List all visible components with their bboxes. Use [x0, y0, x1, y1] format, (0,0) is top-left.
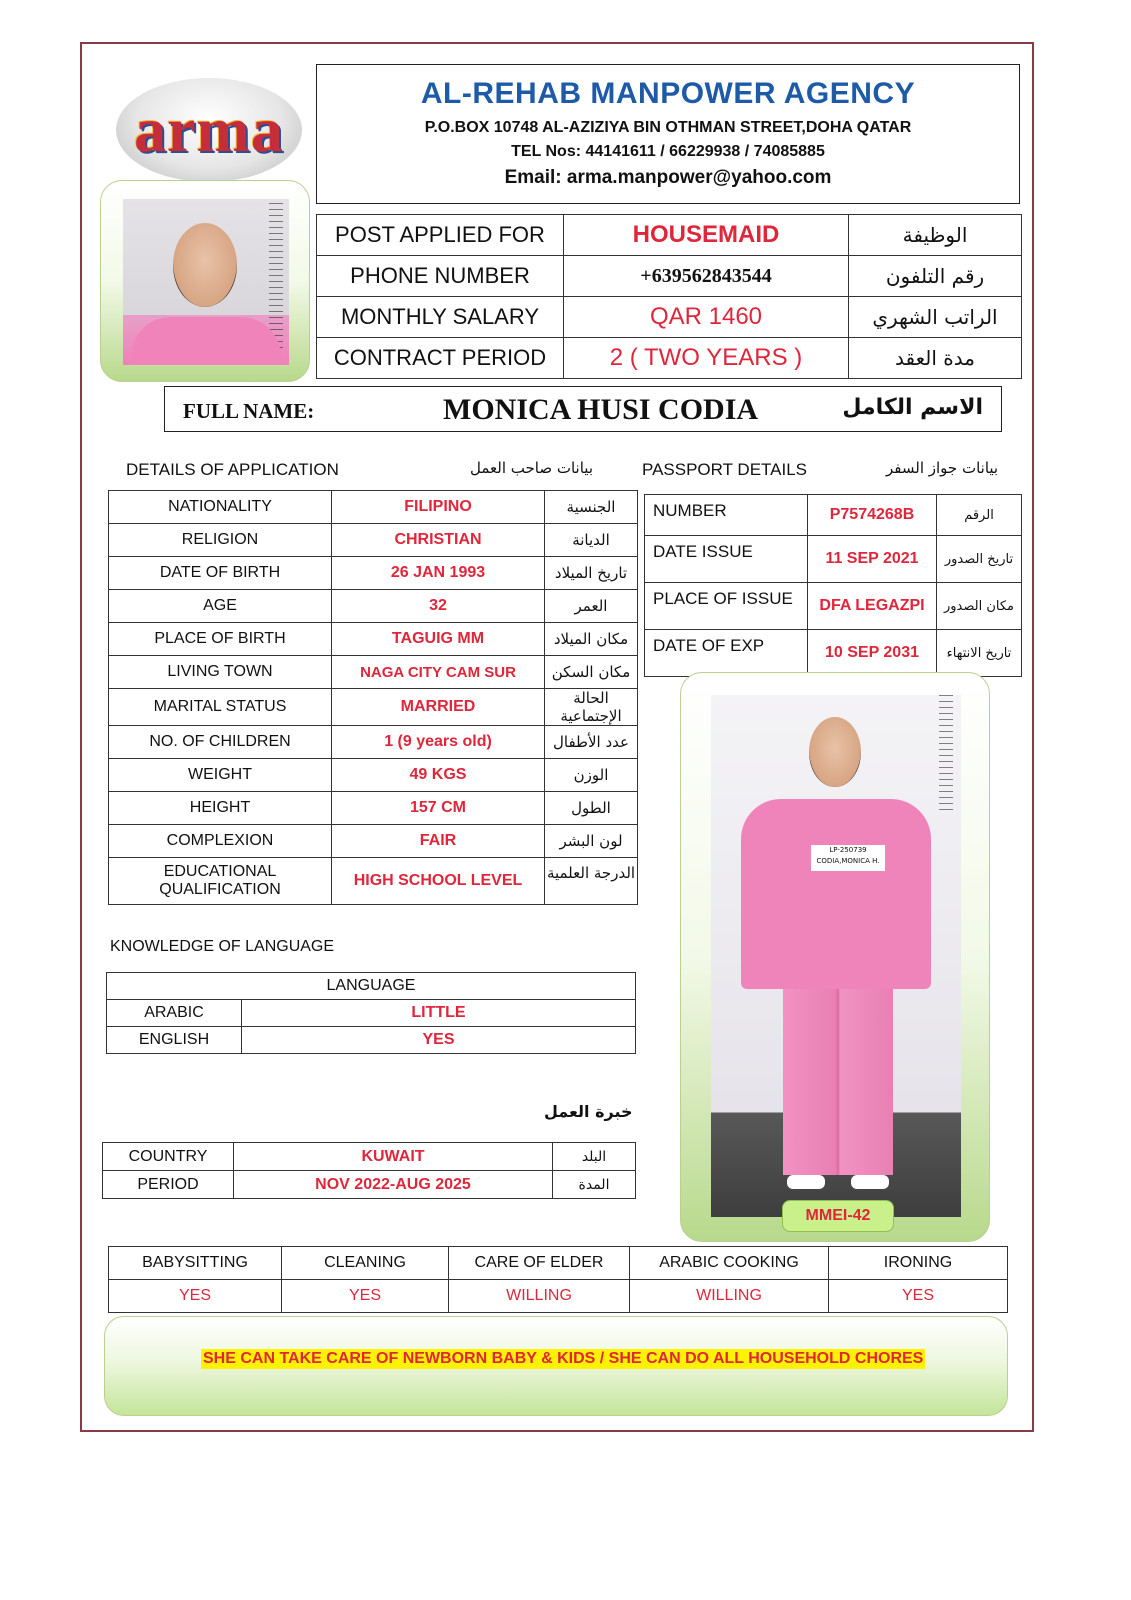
field-arabic: الدرجة العلمية — [545, 858, 638, 905]
field-label: EDUCATIONAL QUALIFICATION — [109, 858, 332, 905]
field-value: 157 CM — [332, 792, 545, 825]
field-arabic: مكان الميلاد — [545, 623, 638, 656]
table-row — [109, 792, 638, 825]
full-name-label: FULL NAME: — [183, 399, 315, 423]
table-row — [109, 590, 638, 623]
work-experience-title-arabic: خبرة العمل — [544, 1102, 633, 1121]
skill-label: BABYSITTING — [109, 1247, 282, 1280]
field-value: 10 SEP 2031 — [808, 630, 937, 677]
language-level: LITTLE — [242, 1000, 636, 1027]
field-arabic: لون البشر — [545, 825, 638, 858]
post-row — [317, 256, 1022, 297]
agency-name: AL-REHAB MANPOWER AGENCY — [420, 77, 916, 110]
post-table — [316, 214, 1022, 379]
table-row — [109, 825, 638, 858]
field-label: LIVING TOWN — [109, 656, 332, 689]
field-label: DATE OF BIRTH — [109, 557, 332, 590]
post-label: MONTHLY SALARY — [317, 297, 564, 338]
full-body-photo — [711, 695, 961, 1217]
work-experience-table — [102, 1142, 636, 1199]
portrait-photo-frame — [100, 180, 310, 382]
table-row — [107, 1027, 636, 1054]
table-row — [107, 973, 636, 1000]
field-label: NUMBER — [645, 495, 808, 536]
field-value: DFA LEGAZPI — [808, 583, 937, 630]
post-label: PHONE NUMBER — [317, 256, 564, 297]
post-row — [317, 297, 1022, 338]
field-arabic: تاريخ الصدور — [937, 536, 1022, 583]
field-arabic: الطول — [545, 792, 638, 825]
field-value: FILIPINO — [332, 491, 545, 524]
field-label: PLACE OF BIRTH — [109, 623, 332, 656]
skills-header-row — [109, 1247, 1008, 1280]
skill-label: ARABIC COOKING — [630, 1247, 829, 1280]
passport-table — [644, 494, 1022, 677]
full-name-arabic: الاسم الكامل — [842, 395, 983, 420]
application-title: DETAILS OF APPLICATION — [126, 460, 339, 479]
field-label: COMPLEXION — [109, 825, 332, 858]
table-row — [103, 1143, 636, 1171]
skill-label: CLEANING — [282, 1247, 449, 1280]
field-value: CHRISTIAN — [332, 524, 545, 557]
field-label: PERIOD — [103, 1171, 234, 1199]
passport-title-arabic: بيانات جواز السفر — [886, 459, 999, 477]
language-name: ENGLISH — [107, 1027, 242, 1054]
field-arabic: الرقم — [937, 495, 1022, 536]
post-arabic: مدة العقد — [849, 338, 1022, 379]
post-value: HOUSEMAID — [564, 215, 849, 256]
post-arabic: رقم التلفون — [849, 256, 1022, 297]
table-row — [109, 656, 638, 689]
full-name-box — [164, 386, 1002, 432]
passport-title: PASSPORT DETAILS — [642, 460, 808, 479]
remarks-text: SHE CAN TAKE CARE OF NEWBORN BABY & KIDS / SHE CAN DO ALL HOUSEHOLD CHORES — [203, 1350, 924, 1367]
field-label: RELIGION — [109, 524, 332, 557]
table-row — [103, 1171, 636, 1199]
field-arabic: الحالة الإجتماعية — [545, 689, 638, 726]
skill-label: CARE OF ELDER — [449, 1247, 630, 1280]
post-arabic: الوظيفة — [849, 215, 1022, 256]
portrait-photo — [123, 199, 289, 365]
table-row — [109, 726, 638, 759]
field-arabic: البلد — [553, 1143, 636, 1171]
field-arabic: تاريخ الانتهاء — [937, 630, 1022, 677]
language-header: LANGUAGE — [107, 973, 636, 1000]
application-table — [108, 490, 638, 905]
field-label: AGE — [109, 590, 332, 623]
post-label: CONTRACT PERIOD — [317, 338, 564, 379]
skills-value-row — [109, 1280, 1008, 1313]
field-arabic: العمر — [545, 590, 638, 623]
skill-value: YES — [109, 1280, 282, 1313]
field-value: HIGH SCHOOL LEVEL — [332, 858, 545, 905]
field-arabic: عدد الأطفال — [545, 726, 638, 759]
post-row — [317, 215, 1022, 256]
field-value: 11 SEP 2021 — [808, 536, 937, 583]
agency-email: Email: arma.manpower@yahoo.com — [504, 167, 832, 188]
field-label: NATIONALITY — [109, 491, 332, 524]
field-arabic: الوزن — [545, 759, 638, 792]
field-value: 32 — [332, 590, 545, 623]
table-row — [107, 1000, 636, 1027]
agency-header — [316, 64, 1020, 204]
field-value: KUWAIT — [234, 1143, 553, 1171]
field-value: NOV 2022-AUG 2025 — [234, 1171, 553, 1199]
field-value: NAGA CITY CAM SUR — [332, 656, 545, 689]
field-value: 26 JAN 1993 — [332, 557, 545, 590]
table-row — [109, 689, 638, 726]
logo-text: arma — [134, 94, 284, 165]
table-row — [109, 557, 638, 590]
language-name: ARABIC — [107, 1000, 242, 1027]
field-arabic: المدة — [553, 1171, 636, 1199]
table-row — [645, 495, 1022, 536]
field-value: FAIR — [332, 825, 545, 858]
post-arabic: الراتب الشهري — [849, 297, 1022, 338]
field-label: DATE OF EXP — [645, 630, 808, 677]
field-label: MARITAL STATUS — [109, 689, 332, 726]
field-value: MARRIED — [332, 689, 545, 726]
field-arabic: الديانة — [545, 524, 638, 557]
field-label: DATE ISSUE — [645, 536, 808, 583]
field-label: WEIGHT — [109, 759, 332, 792]
application-title-arabic: بيانات صاحب العمل — [470, 459, 593, 477]
field-arabic: مكان السكن — [545, 656, 638, 689]
field-arabic: الجنسية — [545, 491, 638, 524]
agency-phone: TEL Nos: 44141611 / 66229938 / 74085885 — [511, 143, 825, 160]
agency-logo — [116, 78, 302, 182]
post-value: 2 ( TWO YEARS ) — [564, 338, 849, 379]
remarks-box — [104, 1316, 1008, 1416]
field-arabic: تاريخ الميلاد — [545, 557, 638, 590]
field-value: 49 KGS — [332, 759, 545, 792]
table-row — [109, 858, 638, 905]
language-level: YES — [242, 1027, 636, 1054]
table-row — [109, 524, 638, 557]
field-arabic: مكان الصدور — [937, 583, 1022, 630]
table-row — [109, 491, 638, 524]
field-value: TAGUIG MM — [332, 623, 545, 656]
skill-label: IRONING — [829, 1247, 1008, 1280]
skills-table — [108, 1246, 1008, 1313]
table-row — [109, 623, 638, 656]
id-tag: LP-250739 CODIA,MONICA H. — [811, 845, 885, 871]
skill-value: WILLING — [630, 1280, 829, 1313]
agency-address: P.O.BOX 10748 AL-AZIZIYA BIN OTHMAN STREET,DOHA QATAR — [424, 119, 912, 136]
post-label: POST APPLIED FOR — [317, 215, 564, 256]
post-value: QAR 1460 — [564, 297, 849, 338]
language-title: KNOWLEDGE OF LANGUAGE — [110, 938, 335, 955]
skill-value: WILLING — [449, 1280, 630, 1313]
table-row — [109, 759, 638, 792]
field-label: HEIGHT — [109, 792, 332, 825]
field-label: COUNTRY — [103, 1143, 234, 1171]
field-label: NO. OF CHILDREN — [109, 726, 332, 759]
skill-value: YES — [829, 1280, 1008, 1313]
post-row — [317, 338, 1022, 379]
language-table — [106, 972, 636, 1054]
field-value: P7574268B — [808, 495, 937, 536]
field-label: PLACE OF ISSUE — [645, 583, 808, 630]
full-name-value: MONICA HUSI CODIA — [443, 393, 759, 426]
table-row — [645, 583, 1022, 630]
skill-value: YES — [282, 1280, 449, 1313]
code-badge: MMEI-42 — [782, 1200, 894, 1232]
full-body-photo-frame — [680, 672, 990, 1242]
table-row — [645, 536, 1022, 583]
field-value: 1 (9 years old) — [332, 726, 545, 759]
table-row — [645, 630, 1022, 677]
post-value: +639562843544 — [564, 256, 849, 297]
